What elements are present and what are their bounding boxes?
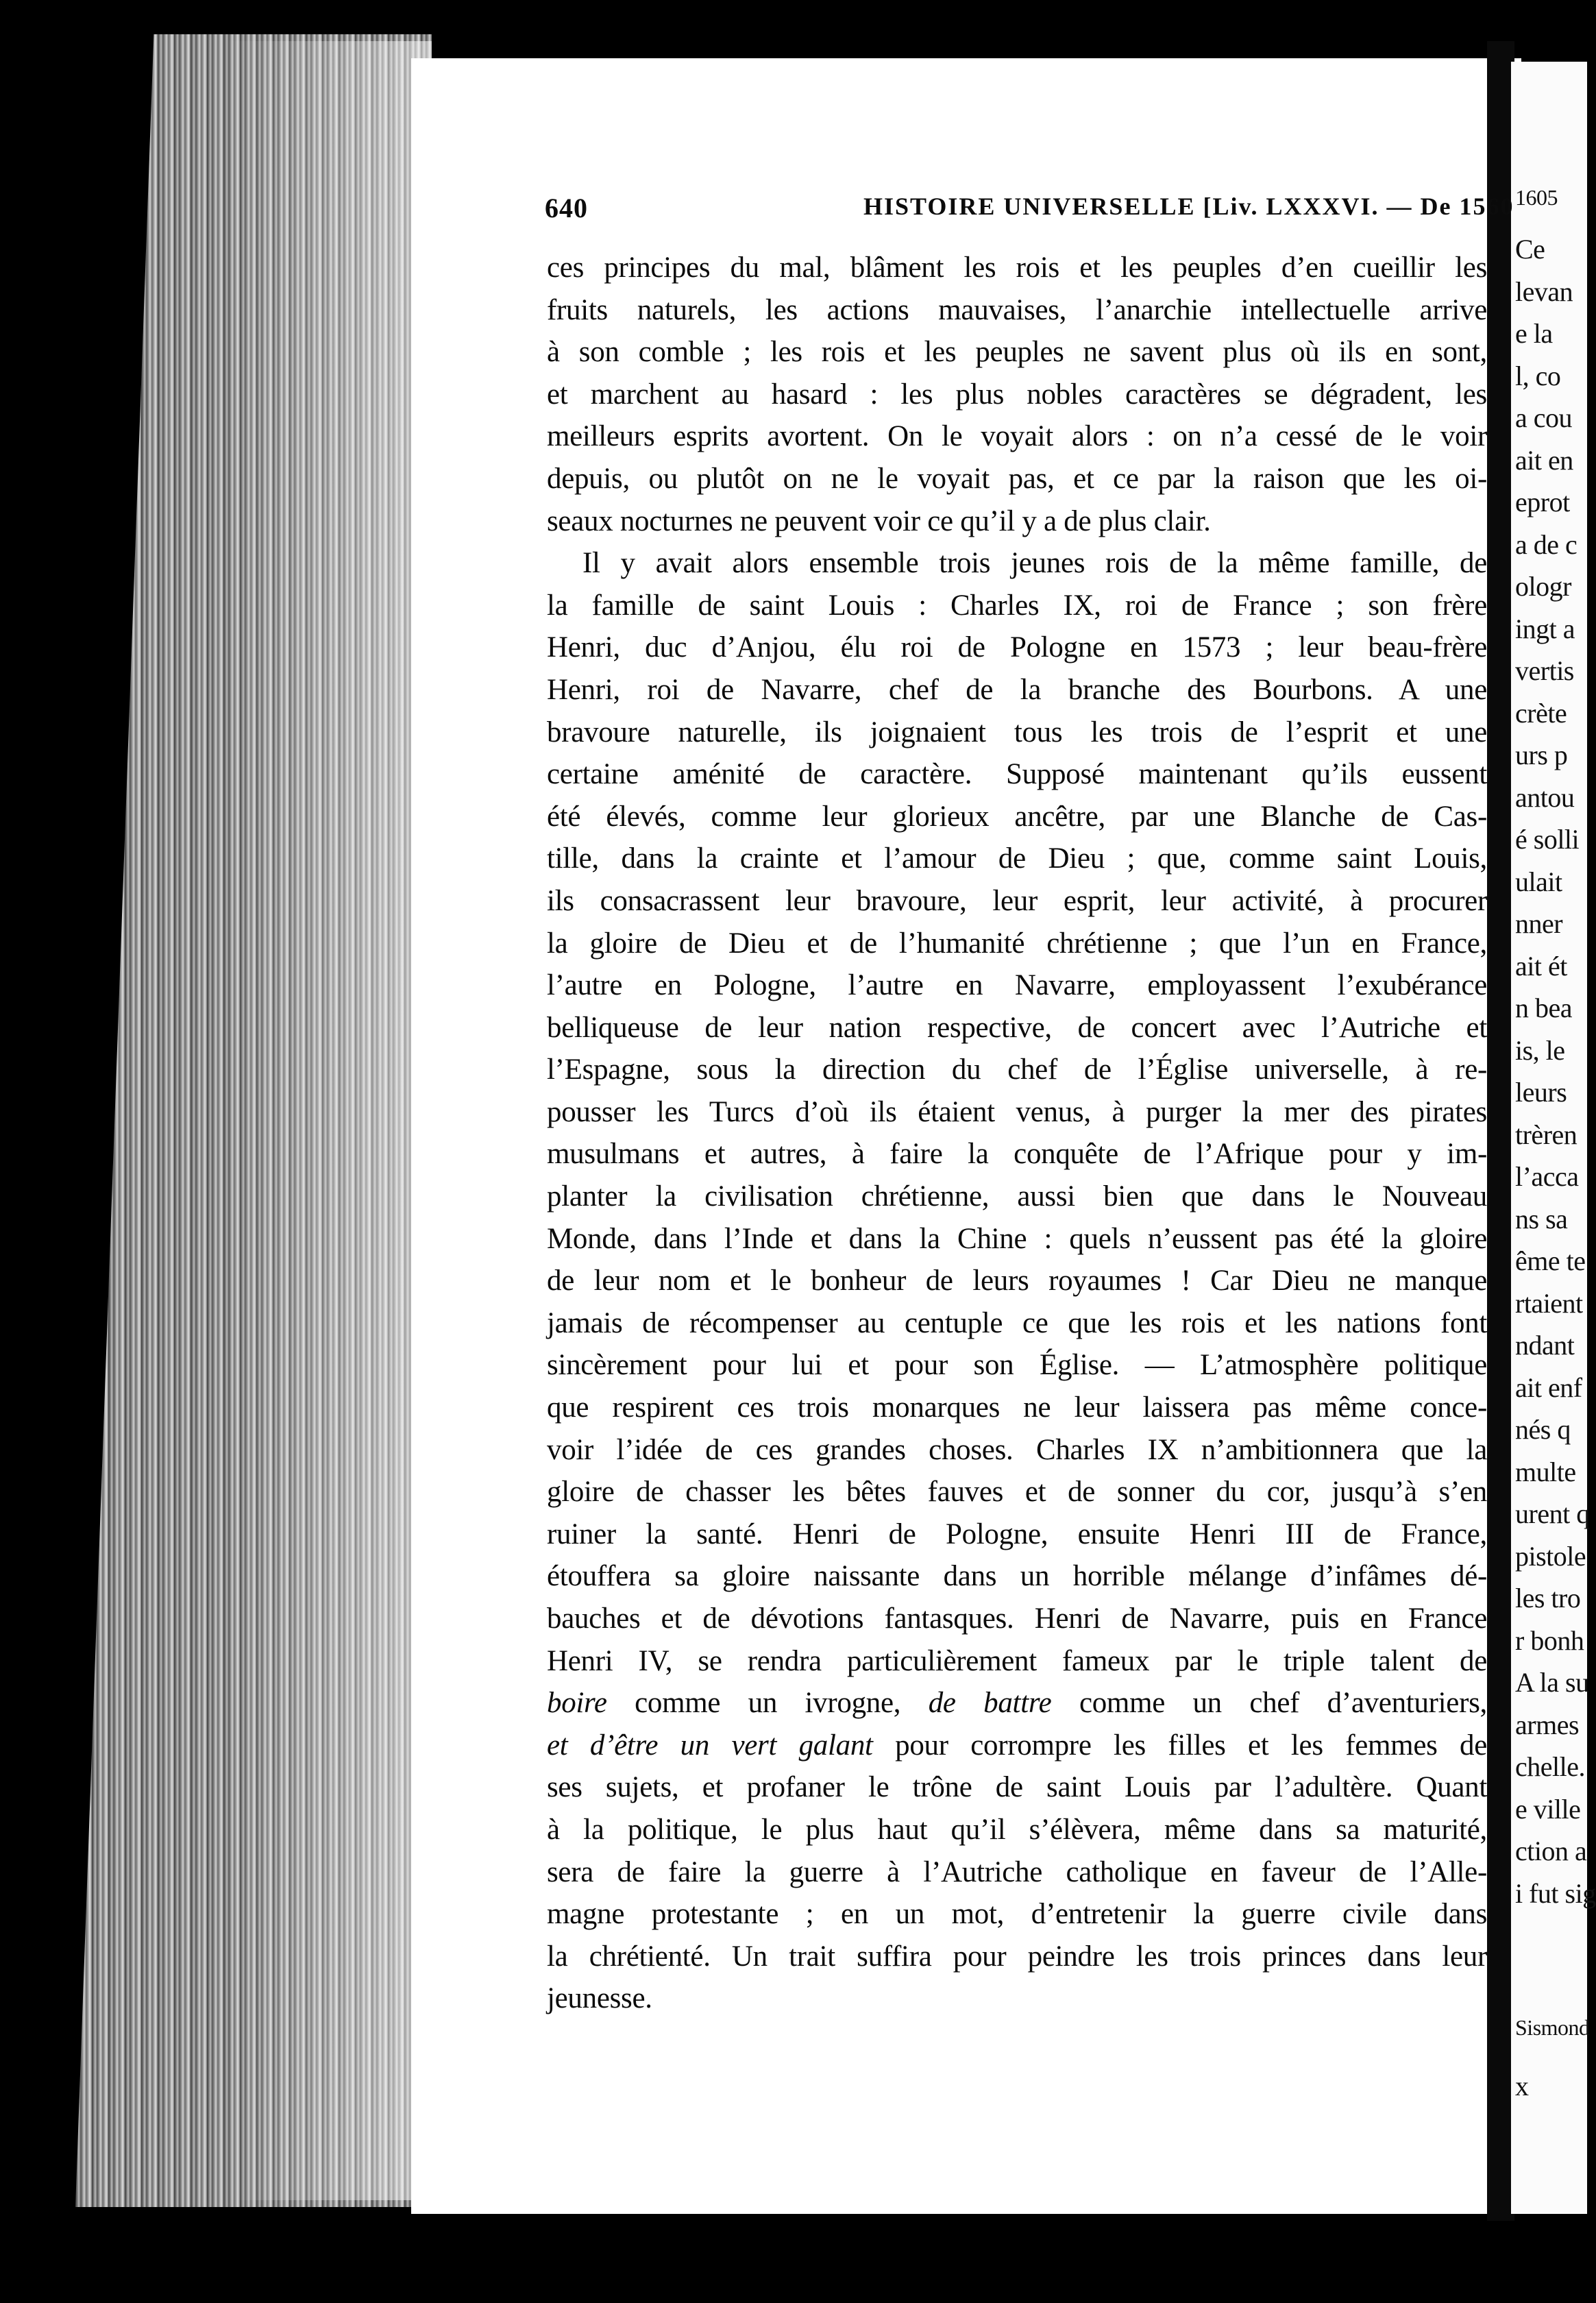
running-title: HISTOIRE UNIVERSELLE [Liv. LXXXVI. — De 1560 <box>863 193 1514 220</box>
text-line: planter la civilisation chrétienne, aussi bien que dans le Nouveau <box>547 1180 1487 1213</box>
facing-page-fragment: is, le <box>1515 1034 1565 1066</box>
facing-page-fragment: trèren <box>1515 1119 1577 1150</box>
facing-page-fragment: 1605 <box>1515 185 1558 210</box>
facing-page-fragment: ologr <box>1515 571 1571 602</box>
facing-page-fragment: a cou <box>1515 402 1573 433</box>
text-line: l’Espagne, sous la direction du chef de l’Église universelle, à re- <box>547 1053 1487 1086</box>
text-line: belliqueuse de leur nation respective, de concert avec l’Autriche et <box>547 1011 1487 1044</box>
facing-page-fragment: ait en <box>1515 444 1573 476</box>
facing-page-fragment: urs p <box>1515 740 1568 770</box>
running-header <box>545 192 1514 233</box>
text-line: Monde, dans l’Inde et dans la Chine : quels n’eussent pas été la gloire <box>547 1222 1487 1255</box>
italic-run: de battre <box>928 1687 1052 1720</box>
italic-run: boire <box>547 1687 607 1720</box>
facing-page-fragment: ndant <box>1515 1330 1575 1361</box>
text-run: comme un chef d’aventuriers, <box>1051 1687 1487 1720</box>
facing-page-fragment: r bonh <box>1515 1624 1584 1656</box>
facing-page-fragment: rtaient <box>1515 1287 1583 1319</box>
facing-page-fragment: l, co <box>1515 360 1561 391</box>
text-line: que respirent ces trois monarques ne leur laissera pas même conce- <box>547 1391 1487 1424</box>
facing-page-fragment: ction a <box>1515 1836 1587 1866</box>
text-line: jeunesse. <box>547 1982 652 2015</box>
text-line <box>547 1725 1487 1767</box>
facing-page-fragment: vertis <box>1515 655 1574 686</box>
text-line: ils consacrassent leur bravoure, leur esprit, leur activité, à procurer <box>547 884 1487 917</box>
text-line: été élevés, comme leur glorieux ancêtre, par une Blanche de Cas- <box>547 800 1487 833</box>
text-line: à son comble ; les rois et les peuples ne savent plus où ils en sont, <box>547 336 1487 369</box>
facing-page-fragment: l’acca <box>1515 1161 1579 1192</box>
facing-page-fragment: ulait <box>1515 866 1562 897</box>
text-line: magne protestante ; en un mot, d’entretenir la guerre civile dans <box>547 1898 1487 1931</box>
facing-page-fragment: ême te <box>1515 1245 1586 1276</box>
facing-page-fragment: A la su <box>1515 1667 1589 1698</box>
facing-page-fragment: x <box>1515 2071 1529 2101</box>
body-text <box>547 247 1487 2020</box>
text-line: sera de faire la guerre à l’Autriche catholique en faveur de l’Alle- <box>547 1855 1487 1888</box>
text-line: sincèrement pour lui et pour son Église. — L’atmosphère politique <box>547 1349 1487 1382</box>
facing-page-fragment: Ce <box>1515 234 1545 265</box>
text-line: meilleurs esprits avortent. On le voyait alors : on n’a cessé de le voir <box>547 420 1487 453</box>
facing-page-fragment: urent q <box>1515 1498 1590 1529</box>
text-line <box>547 1682 1487 1725</box>
text-line: la famille de saint Louis : Charles IX, roi de France ; son frère <box>547 589 1487 622</box>
text-line: Il y avait alors ensemble trois jeunes rois de la même famille, de <box>582 547 1487 580</box>
text-line: bravoure naturelle, ils joignaient tous les trois de l’esprit et une <box>547 716 1487 748</box>
text-line: tille, dans la crainte et l’amour de Dieu ; que, comme saint Louis, <box>547 842 1487 875</box>
facing-page-fragment: armes <box>1515 1709 1580 1740</box>
text-line: et marchent au hasard : les plus nobles caractères se dégradent, les <box>547 378 1487 411</box>
facing-page-fragment: a de c <box>1515 528 1577 560</box>
facing-page-fragment: chelle. <box>1515 1751 1585 1782</box>
facing-page-fragment: e la <box>1515 318 1553 349</box>
book-gutter <box>1487 41 1514 2221</box>
text-line: Henri IV, se rendra particulièrement fameux par le triple talent de <box>547 1644 1487 1677</box>
facing-page-fragment: nés q <box>1515 1414 1571 1445</box>
text-line: depuis, ou plutôt on ne le voyait pas, et ce par la raison que les oi- <box>547 462 1487 495</box>
facing-page-fragment: i fut sig <box>1515 1877 1596 1909</box>
text-line: ruiner la santé. Henri de Pologne, ensuite Henri III de France, <box>547 1518 1487 1550</box>
facing-page-fragment: Sismond <box>1515 2015 1590 2040</box>
page-edge-highlight <box>226 41 432 2200</box>
text-line: de leur nom et le bonheur de leurs royaumes ! Car Dieu ne manque <box>547 1265 1487 1297</box>
facing-page-fragment: multe <box>1515 1456 1576 1487</box>
facing-page-fragment: leurs <box>1515 1077 1567 1108</box>
text-line: Henri, duc d’Anjou, élu roi de Pologne en 1573 ; leur beau-frère <box>547 631 1487 664</box>
facing-page-fragment: ns sa <box>1515 1203 1568 1234</box>
text-line: la gloire de Dieu et de l’humanité chrétienne ; que l’un en France, <box>547 927 1487 960</box>
facing-page-fragment: n bea <box>1515 992 1573 1023</box>
text-line: voir l’idée de ces grandes choses. Charles IX n’ambitionnera que la <box>547 1433 1487 1466</box>
text-line: pousser les Turcs d’où ils étaient venus, à purger la mer des pirates <box>547 1095 1487 1128</box>
text-line: Henri, roi de Navarre, chef de la branche des Bourbons. A une <box>547 673 1487 706</box>
text-run: comme un ivrogne, <box>606 1687 929 1720</box>
text-line: à la politique, le plus haut qu’il s’élèvera, même dans sa maturité, <box>547 1813 1487 1846</box>
text-line: seaux nocturnes ne peuvent voir ce qu’il y a de plus clair. <box>547 504 1211 537</box>
text-line: ces principes du mal, blâment les rois et les peuples d’en cueillir les <box>547 252 1487 284</box>
text-line: la chrétienté. Un trait suffira pour peindre les trois princes dans leur <box>547 1940 1487 1973</box>
text-line: gloire de chasser les bêtes fauves et de sonner du cor, jusqu’à s’en <box>547 1476 1487 1509</box>
text-line: ses sujets, et profaner le trône de saint Louis par l’adultère. Quant <box>547 1771 1487 1804</box>
text-line: l’autre en Pologne, l’autre en Navarre, employassent l’exubérance <box>547 969 1487 1002</box>
facing-page-fragment: é solli <box>1515 824 1580 855</box>
page-number: 640 <box>545 193 588 223</box>
facing-page-fragment: ait ét <box>1515 950 1567 982</box>
text-line: musulmans et autres, à faire la conquête de l’Afrique pour y im- <box>547 1138 1487 1171</box>
text-run: pour corrompre les filles et les femmes de <box>872 1729 1487 1762</box>
facing-page-fragment: les tro <box>1515 1583 1581 1613</box>
facing-page-fragment: eprot <box>1515 487 1570 517</box>
facing-page-fragment: antou <box>1515 781 1575 813</box>
text-line: bauches et de dévotions fantasques. Henri de Navarre, puis en France <box>547 1603 1487 1635</box>
facing-page <box>1511 62 1596 2214</box>
facing-page-fragment: ait enf <box>1515 1372 1582 1403</box>
text-line: certaine aménité de caractère. Supposé maintenant qu’ils eussent <box>547 758 1487 791</box>
facing-page-fragment: pistole <box>1515 1540 1586 1572</box>
facing-page-fragment: crète <box>1515 697 1567 729</box>
italic-run: et d’être un vert galant <box>547 1729 873 1762</box>
facing-page-fragment: levan <box>1515 276 1573 307</box>
text-line: étouffera sa gloire naissante dans un horrible mélange d’infâmes dé- <box>547 1560 1487 1593</box>
text-line: fruits naturels, les actions mauvaises, l’anarchie intellectuelle arrive <box>547 293 1487 326</box>
facing-page-fragment: nner <box>1515 908 1563 939</box>
facing-page-fragment: e ville <box>1515 1793 1581 1825</box>
text-line: jamais de récompenser au centuple ce que les rois et les nations font <box>547 1306 1487 1339</box>
facing-page-fragment: ingt a <box>1515 613 1575 644</box>
